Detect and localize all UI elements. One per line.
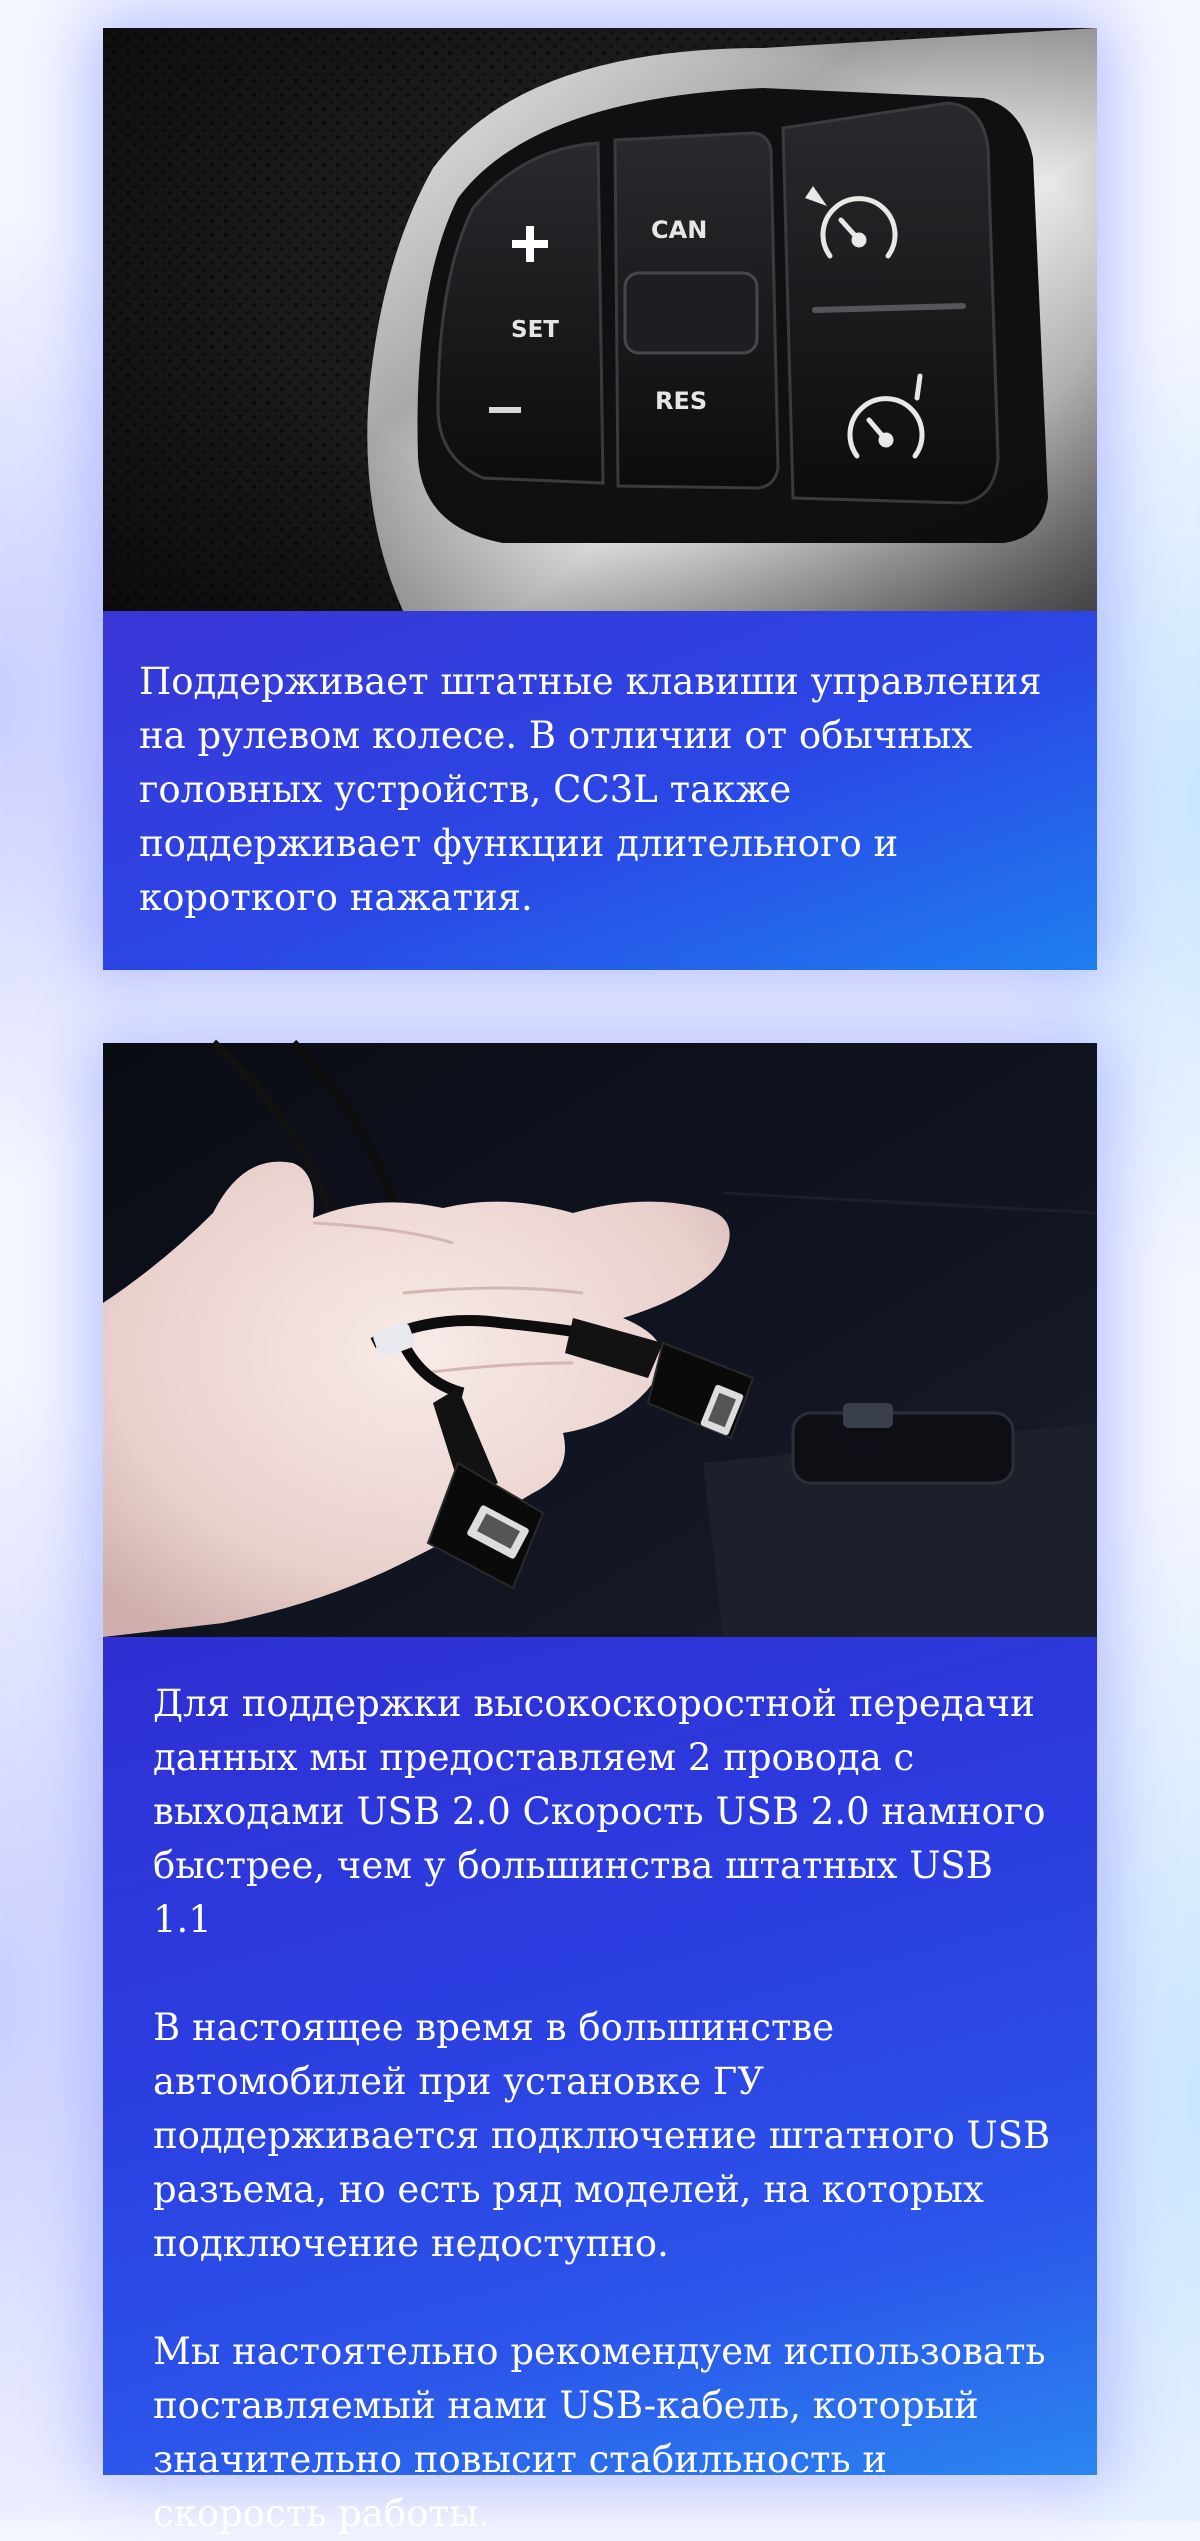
usb-cables-card <box>103 1043 1097 2535</box>
steering-controls-card <box>103 28 1097 970</box>
usb-paragraph-1: Для поддержки высокоскоростной передачи данных мы предоставляем 2 провода с выходами USB 2.0 Скорость USB 2.0 намного быстрее, чем у большинства штатных USB 1.1 <box>153 1682 1046 1941</box>
hand-photo <box>103 1043 1097 1637</box>
usb-paragraph-2: В настоящее время в большинстве автомобилей при установке ГУ поддерживается подключение штатного USB разъема, но есть ряд моделей, на которых подключение недоступно. <box>153 2006 1051 2265</box>
usb-paragraph-3: Мы настоятельно рекомендуем использовать поставляемый нами USB-кабель, который значительно повысит стабильность и скорость работы. <box>153 2330 1046 2535</box>
steering-description-text: Поддерживает штатные клавиши управления на рулевом колесе. В отличии от обычных головных устройств, CC3L также поддерживает функции длительного и короткого нажатия. <box>139 660 1042 919</box>
steering-wheel-photo <box>103 28 1097 611</box>
usb-description-panel <box>103 1637 1097 2535</box>
steering-description-panel <box>103 611 1097 970</box>
